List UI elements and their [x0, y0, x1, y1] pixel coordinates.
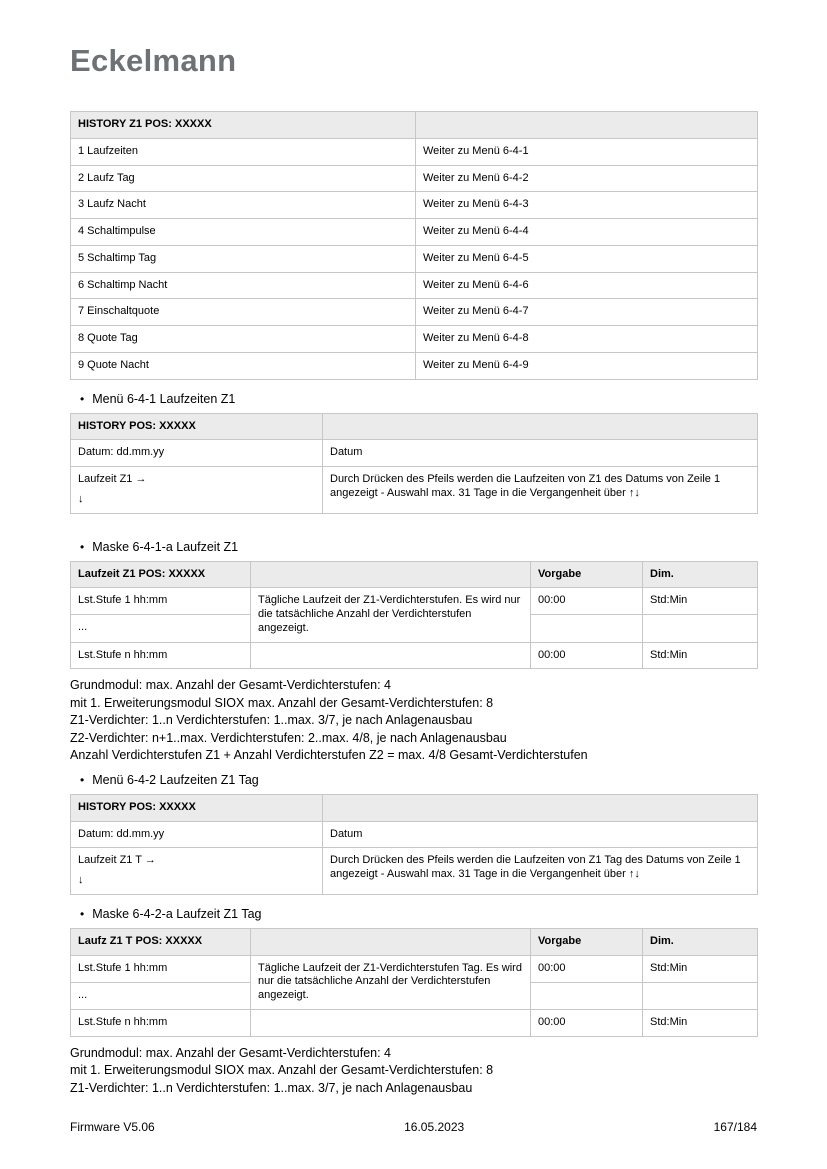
table-row	[71, 192, 758, 219]
section-heading-maske-641a	[80, 540, 757, 554]
table-row	[71, 955, 758, 982]
table-header-title: HISTORY POS: XXXXX	[71, 794, 323, 821]
table-row	[71, 352, 758, 379]
menu-item-cell: 2 Laufz Tag	[71, 165, 416, 192]
menu-item-cell: 4 Schaltimpulse	[71, 219, 416, 246]
page-footer	[70, 1120, 757, 1134]
menu-item-cell: 9 Quote Nacht	[71, 352, 416, 379]
stufe-description-empty	[251, 642, 531, 669]
laufzeit-description-cell: Durch Drücken des Pfeils werden die Laufzeiten von Z1 Tag des Datums von Zeile 1 angezeigt - Auswahl max. 31 Tage in die Vergangenheit über ↑↓	[323, 848, 758, 895]
bullet-icon: •	[80, 539, 85, 554]
vorgabe-empty-cell	[531, 615, 643, 642]
table-row	[71, 440, 758, 467]
table-row	[71, 642, 758, 669]
table-row	[71, 326, 758, 353]
stufe-cell: Lst.Stufe 1 hh:mm	[71, 955, 251, 982]
menu-target-cell: Weiter zu Menü 6-4-2	[416, 165, 758, 192]
table-row	[71, 272, 758, 299]
table-header-row	[71, 928, 758, 955]
table-row	[71, 821, 758, 848]
menu-item-cell: 7 Einschaltquote	[71, 299, 416, 326]
table-header-dim: Dim.	[643, 928, 758, 955]
note-line: Grundmodul: max. Anzahl der Gesamt-Verdichterstufen: 4	[70, 1045, 391, 1060]
footer-date: 16.05.2023	[404, 1120, 465, 1134]
menu-target-cell: Weiter zu Menü 6-4-7	[416, 299, 758, 326]
dim-value-cell: Std:Min	[643, 1009, 758, 1036]
section-heading-label: Maske 6-4-2-a Laufzeit Z1 Tag	[92, 906, 262, 921]
table-header-title: Laufzeit Z1 POS: XXXXX	[71, 561, 251, 588]
table-header-row	[71, 413, 758, 440]
table-header-row	[71, 561, 758, 588]
note-line: Grundmodul: max. Anzahl der Gesamt-Verdichterstufen: 4	[70, 678, 391, 693]
stufe-ellipsis-cell: ...	[71, 982, 251, 1009]
menu-item-cell: 1 Laufzeiten	[71, 138, 416, 165]
menu-item-cell: 6 Schaltimp Nacht	[71, 272, 416, 299]
stufe-cell: Lst.Stufe n hh:mm	[71, 642, 251, 669]
stufe-description-cell: Tägliche Laufzeit der Z1-Verdichterstufen Tag. Es wird nur die tatsächliche Anzahl der Verdichterstufen angezeigt.	[251, 955, 531, 1009]
stufe-description-empty	[251, 1009, 531, 1036]
laufzeit-label: Laufzeit Z1 →	[78, 473, 147, 486]
note-line: Z1-Verdichter: 1..n Verdichterstufen: 1..max. 3/7, je nach Anlagenausbau	[70, 713, 473, 728]
menu-item-cell: 5 Schaltimp Tag	[71, 245, 416, 272]
table-row	[71, 1009, 758, 1036]
note-line: Z1-Verdichter: 1..n Verdichterstufen: 1..max. 3/7, je nach Anlagenausbau	[70, 1080, 473, 1095]
laufzeit-cell	[71, 848, 323, 895]
section-heading-menu-641	[80, 392, 757, 406]
vorgabe-value-cell: 00:00	[531, 955, 643, 982]
table-header-row	[71, 794, 758, 821]
note-line: Anzahl Verdichterstufen Z1 + Anzahl Verdichterstufen Z2 = max. 4/8 Gesamt-Verdichterstufen	[70, 748, 588, 763]
section-heading-label: Menü 6-4-2 Laufzeiten Z1 Tag	[92, 772, 259, 787]
vorgabe-value-cell: 00:00	[531, 642, 643, 669]
table-header-vorgabe: Vorgabe	[531, 928, 643, 955]
footer-page-number: 167/184	[713, 1120, 757, 1134]
dim-value-cell: Std:Min	[643, 955, 758, 982]
section-heading-label: Menü 6-4-1 Laufzeiten Z1	[92, 391, 236, 406]
table-row	[71, 165, 758, 192]
history-pos-table-641	[70, 413, 758, 514]
history-pos-table-642	[70, 794, 758, 895]
menu-target-cell: Weiter zu Menü 6-4-9	[416, 352, 758, 379]
menu-target-cell: Weiter zu Menü 6-4-8	[416, 326, 758, 353]
menu-target-cell: Weiter zu Menü 6-4-4	[416, 219, 758, 246]
laufzeit-description-cell: Durch Drücken des Pfeils werden die Laufzeiten von Z1 des Datums von Zeile 1 angezeigt - Auswahl max. 31 Tage in die Vergangenheit über ↑↓	[323, 467, 758, 514]
table-row	[71, 219, 758, 246]
table-row	[71, 245, 758, 272]
laufzeit-z1-table	[70, 561, 758, 670]
table-header-empty	[323, 794, 758, 821]
vorgabe-value-cell: 00:00	[531, 588, 643, 615]
notes-block-641a	[70, 677, 757, 765]
section-heading-maske-642a	[80, 907, 757, 921]
table-header-title: Laufz Z1 T POS: XXXXX	[71, 928, 251, 955]
section-heading-menu-642	[80, 773, 757, 787]
section-heading-label: Maske 6-4-1-a Laufzeit Z1	[92, 539, 239, 554]
dim-value-cell: Std:Min	[643, 642, 758, 669]
table-header-title: HISTORY POS: XXXXX	[71, 413, 323, 440]
down-arrow-icon: ↓	[78, 492, 84, 505]
vorgabe-value-cell: 00:00	[531, 1009, 643, 1036]
table-row	[71, 138, 758, 165]
dim-empty-cell	[643, 615, 758, 642]
table-header-dim: Dim.	[643, 561, 758, 588]
notes-block-642a	[70, 1045, 757, 1098]
down-arrow-icon: ↓	[78, 874, 84, 887]
table-header-vorgabe: Vorgabe	[531, 561, 643, 588]
stufe-ellipsis-cell: ...	[71, 615, 251, 642]
menu-target-cell: Weiter zu Menü 6-4-6	[416, 272, 758, 299]
history-z1-menu-table	[70, 111, 758, 380]
stufe-description-cell: Tägliche Laufzeit der Z1-Verdichterstufen. Es wird nur die tatsächliche Anzahl der Verdichterstufen angezeigt.	[251, 588, 531, 642]
table-header-empty	[323, 413, 758, 440]
bullet-icon: •	[80, 772, 85, 787]
table-header-empty	[416, 112, 758, 139]
eckelmann-logo: Eckelmann	[70, 43, 237, 78]
table-row	[71, 588, 758, 615]
table-header-empty	[251, 561, 531, 588]
laufzeit-cell	[71, 467, 323, 514]
bullet-icon: •	[80, 906, 85, 921]
bullet-icon: •	[80, 391, 85, 406]
menu-item-cell: 8 Quote Tag	[71, 326, 416, 353]
datum-cell: Datum: dd.mm.yy	[71, 821, 323, 848]
vorgabe-empty-cell	[531, 982, 643, 1009]
datum-description-cell: Datum	[323, 821, 758, 848]
laufzeit-label: Laufzeit Z1 T →	[78, 854, 156, 867]
menu-target-cell: Weiter zu Menü 6-4-3	[416, 192, 758, 219]
menu-item-cell: 3 Laufz Nacht	[71, 192, 416, 219]
note-line: mit 1. Erweiterungsmodul SIOX max. Anzahl der Gesamt-Verdichterstufen: 8	[70, 695, 494, 710]
datum-description-cell: Datum	[323, 440, 758, 467]
note-line: mit 1. Erweiterungsmodul SIOX max. Anzahl der Gesamt-Verdichterstufen: 8	[70, 1063, 494, 1078]
table-header-title: HISTORY Z1 POS: XXXXX	[71, 112, 416, 139]
dim-value-cell: Std:Min	[643, 588, 758, 615]
stufe-cell: Lst.Stufe 1 hh:mm	[71, 588, 251, 615]
footer-firmware-version: Firmware V5.06	[70, 1120, 155, 1134]
table-row	[71, 467, 758, 514]
note-line: Z2-Verdichter: n+1..max. Verdichterstufen: 2..max. 4/8, je nach Anlagenausbau	[70, 730, 507, 745]
table-row	[71, 299, 758, 326]
table-header-row	[71, 112, 758, 139]
menu-target-cell: Weiter zu Menü 6-4-5	[416, 245, 758, 272]
dim-empty-cell	[643, 982, 758, 1009]
table-row	[71, 848, 758, 895]
datum-cell: Datum: dd.mm.yy	[71, 440, 323, 467]
table-header-empty	[251, 928, 531, 955]
menu-target-cell: Weiter zu Menü 6-4-1	[416, 138, 758, 165]
laufz-z1-t-table	[70, 928, 758, 1037]
stufe-cell: Lst.Stufe n hh:mm	[71, 1009, 251, 1036]
